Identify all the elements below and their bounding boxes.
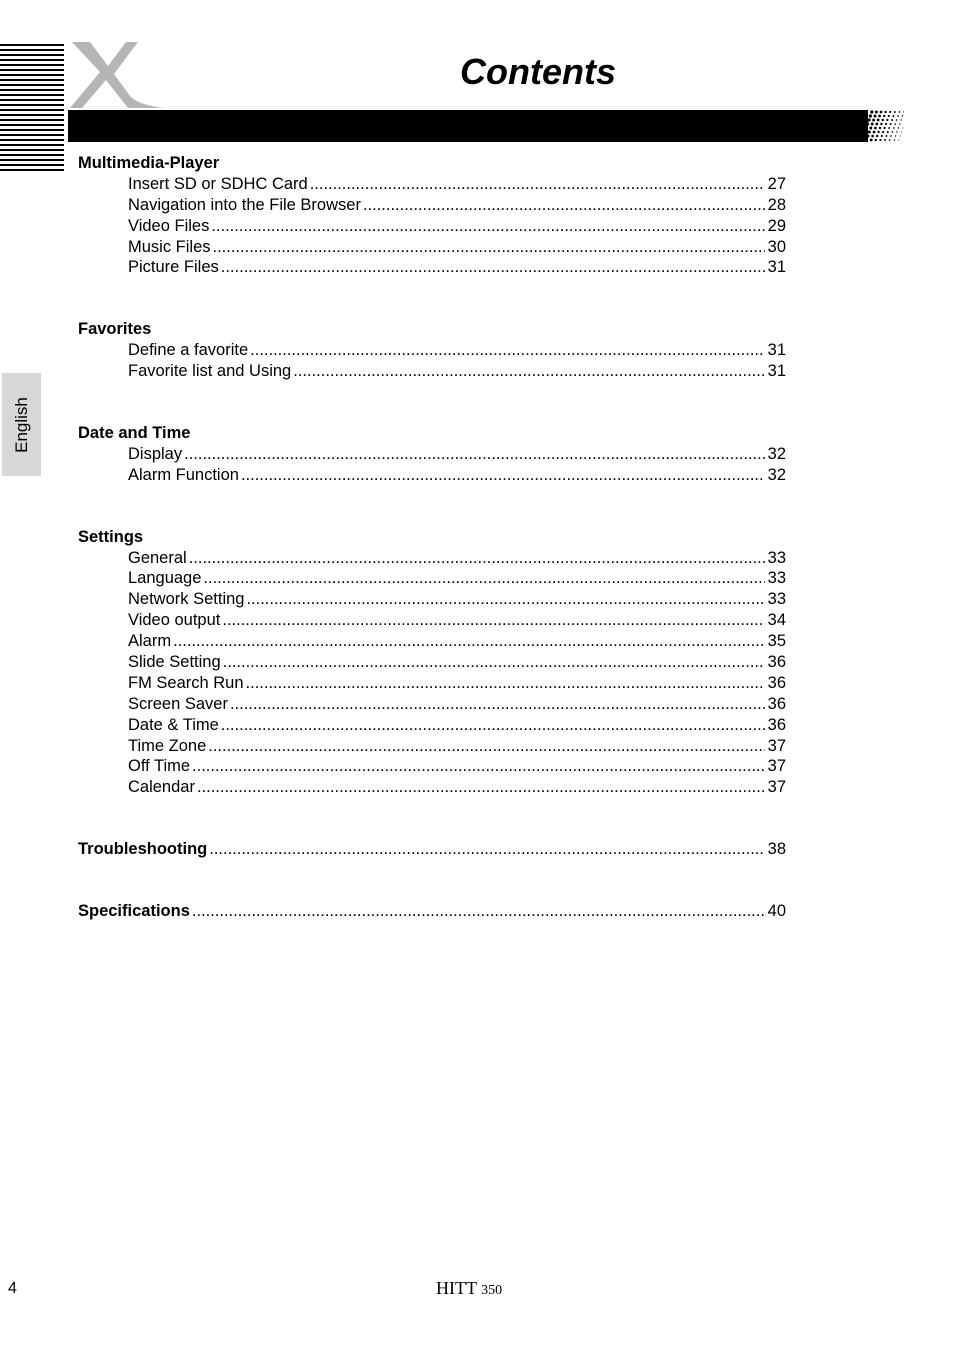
- toc-entry-label: Alarm Function: [128, 465, 239, 484]
- toc-leader-dots: [203, 568, 764, 589]
- toc-entry-page: 27: [767, 174, 786, 193]
- toc-entry-page: 29: [767, 216, 786, 235]
- toc-entry[interactable]: [78, 715, 786, 736]
- toc-entry-page: 31: [767, 341, 786, 360]
- toc-entry[interactable]: [78, 361, 786, 382]
- toc-entry-page: 37: [767, 736, 786, 755]
- table-of-contents: [78, 153, 786, 963]
- toc-section-specifications: [78, 901, 786, 922]
- toc-entry-label: Define a favorite: [128, 341, 249, 360]
- toc-leader-dots: [246, 673, 765, 694]
- toc-entry[interactable]: [78, 901, 786, 922]
- toc-entry-page: 37: [767, 757, 786, 776]
- toc-entry-label: Picture Files: [128, 258, 219, 277]
- toc-leader-dots: [293, 361, 764, 382]
- toc-entry-label: Calendar: [128, 778, 195, 797]
- toc-leader-dots: [221, 257, 765, 278]
- toc-entry-label: Favorite list and Using: [128, 362, 292, 381]
- toc-entry-page: 38: [767, 840, 786, 859]
- page-title: Contents: [460, 51, 616, 92]
- toc-leader-dots: [184, 444, 765, 465]
- toc-leader-dots: [230, 694, 765, 715]
- toc-entry[interactable]: [78, 694, 786, 715]
- toc-entry[interactable]: [78, 548, 786, 569]
- toc-entry[interactable]: [78, 257, 786, 278]
- toc-entry-page: 31: [767, 362, 786, 381]
- toc-entry-label: Alarm: [128, 632, 172, 651]
- toc-entry-page: 31: [767, 258, 786, 277]
- toc-entry-page: 33: [767, 548, 786, 567]
- model-name-text: HITT: [436, 1278, 477, 1298]
- toc-entry-page: 36: [767, 694, 786, 713]
- toc-entry-label: Language: [128, 569, 202, 588]
- toc-leader-dots: [223, 652, 765, 673]
- toc-entry-label: Off Time: [128, 757, 191, 776]
- toc-section-date-and-time: [78, 423, 786, 486]
- toc-entry[interactable]: [78, 756, 786, 777]
- toc-leader-dots: [310, 174, 765, 195]
- toc-entry[interactable]: [78, 736, 786, 757]
- toc-entry-label: Display: [128, 444, 183, 463]
- toc-leader-dots: [241, 465, 765, 486]
- toc-entry[interactable]: [78, 631, 786, 652]
- toc-entry[interactable]: [78, 465, 786, 486]
- toc-entry-label: General: [128, 548, 187, 567]
- toc-leader-dots: [246, 589, 764, 610]
- toc-leader-dots: [211, 216, 764, 237]
- toc-entry-page: 36: [767, 715, 786, 734]
- toc-entry-label: Specifications: [78, 902, 190, 921]
- toc-section-favorites: [78, 319, 786, 382]
- toc-entry-label: Slide Setting: [128, 653, 221, 672]
- toc-leader-dots: [250, 340, 764, 361]
- toc-section-heading: Settings: [78, 527, 144, 546]
- toc-entry[interactable]: [78, 444, 786, 465]
- toc-section-troubleshooting: [78, 839, 786, 860]
- model-number: 350: [481, 1283, 503, 1298]
- toc-leader-dots: [221, 715, 765, 736]
- toc-section-settings: [78, 527, 786, 799]
- toc-entry[interactable]: [78, 340, 786, 361]
- toc-entry[interactable]: [78, 237, 786, 258]
- language-tab-label: English: [11, 396, 31, 453]
- toc-entry-label: FM Search Run: [128, 673, 244, 692]
- toc-leader-dots: [209, 839, 764, 860]
- toc-entry[interactable]: [78, 216, 786, 237]
- toc-entry[interactable]: [78, 195, 786, 216]
- toc-entry-page: 30: [767, 237, 786, 256]
- toc-entry-label: Video Files: [128, 216, 210, 235]
- toc-entry-page: 32: [767, 465, 786, 484]
- model-name: [436, 1278, 502, 1299]
- toc-leader-dots: [197, 777, 765, 798]
- toc-entry-page: 36: [767, 653, 786, 672]
- toc-entry-label: Insert SD or SDHC Card: [128, 174, 308, 193]
- toc-section-heading: Multimedia-Player: [78, 154, 220, 172]
- toc-entry-page: 36: [767, 673, 786, 692]
- decorative-dot-pattern: [860, 110, 904, 143]
- toc-entry-page: 34: [767, 611, 786, 630]
- toc-entry-page: 40: [767, 902, 786, 921]
- toc-leader-dots: [208, 736, 764, 757]
- toc-entry-page: 35: [767, 632, 786, 651]
- toc-leader-dots: [363, 195, 765, 216]
- toc-leader-dots: [189, 548, 765, 569]
- toc-entry-label: Navigation into the File Browser: [128, 195, 361, 214]
- toc-entry-label: Troubleshooting: [78, 840, 208, 859]
- toc-entry[interactable]: [78, 839, 786, 860]
- page-number: 4: [8, 1280, 17, 1297]
- language-tab: [2, 373, 41, 476]
- toc-entry[interactable]: [78, 673, 786, 694]
- toc-entry-label: Video output: [128, 611, 221, 630]
- toc-entry-label: Time Zone: [128, 736, 207, 755]
- toc-leader-dots: [192, 756, 765, 777]
- toc-leader-dots: [213, 237, 765, 258]
- toc-entry-label: Screen Saver: [128, 694, 228, 713]
- header-bar: [68, 110, 868, 142]
- toc-leader-dots: [192, 901, 765, 922]
- toc-entry-page: 32: [767, 444, 786, 463]
- toc-entry[interactable]: [78, 610, 786, 631]
- toc-entry-page: 33: [767, 569, 786, 588]
- toc-entry-label: Network Setting: [128, 590, 245, 609]
- toc-entry-label: Date & Time: [128, 715, 219, 734]
- toc-entry[interactable]: [78, 652, 786, 673]
- toc-entry-page: 37: [767, 778, 786, 797]
- toc-entry[interactable]: [78, 777, 786, 798]
- toc-entry[interactable]: [78, 568, 786, 589]
- toc-entry-label: Music Files: [128, 237, 211, 256]
- toc-entry[interactable]: [78, 589, 786, 610]
- toc-section-heading: Date and Time: [78, 424, 191, 443]
- toc-entry-page: 33: [767, 590, 786, 609]
- toc-section-multimedia-player: [78, 153, 786, 278]
- toc-leader-dots: [173, 631, 765, 652]
- toc-entry[interactable]: [78, 174, 786, 195]
- toc-leader-dots: [222, 610, 764, 631]
- toc-entry-page: 28: [767, 195, 786, 214]
- toc-section-heading: Favorites: [78, 320, 152, 339]
